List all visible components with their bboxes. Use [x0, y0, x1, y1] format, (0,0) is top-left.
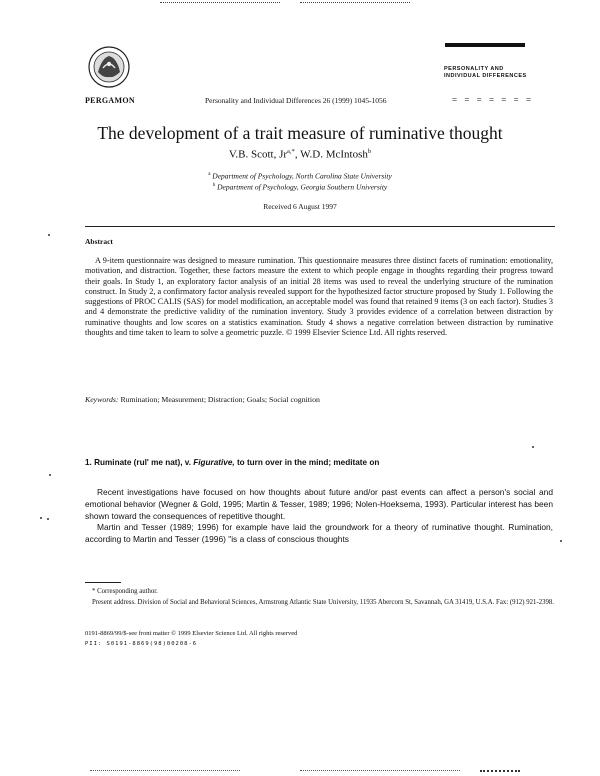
keywords-label: Keywords: [85, 395, 119, 404]
section-heading: 1. Ruminate (rul' me nat), v. Figurative, to turn over in the mind; meditate on [85, 458, 380, 467]
journal-name: PERSONALITY AND INDIVIDUAL DIFFERENCES [444, 66, 527, 79]
divider [85, 226, 555, 227]
scan-speck [532, 446, 534, 448]
journal-citation: Personality and Individual Differences 26 (1999) 1045-1056 [205, 96, 387, 105]
scan-artifact-bottom [480, 770, 520, 772]
author-marker: a,* [287, 148, 295, 155]
author-name: V.B. Scott, Jr [228, 148, 288, 161]
scan-speck [49, 474, 51, 476]
footnote-corresponding: * Corresponding author. [92, 588, 158, 595]
abstract-heading: Abstract [85, 237, 113, 246]
pii-code: PII: S0191-8869(98)00208-6 [85, 641, 198, 647]
affiliation: $^a$ Department of Psychology, North Carolina State University [208, 171, 392, 181]
article-title: The development of a trait measure of ruminative thought [97, 123, 503, 143]
author-marker: b [367, 148, 372, 155]
scan-speck [40, 517, 42, 519]
scan-artifact-bottom [300, 770, 460, 771]
affiliation: $^b$ Department of Psychology, Georgia Southern University [212, 182, 388, 192]
journal-header-rule [445, 43, 525, 47]
author-name: W.D. McIntosh [300, 148, 368, 161]
footnote-divider [85, 582, 121, 583]
keywords [85, 395, 555, 404]
footnote-address: Present address. Division of Social and Behavioral Sciences, Armstrong Atlantic State University, 11935 Abercorn St, Savannah, GA 31419, U.S.A. Fax: (912) 921-2398. [92, 599, 554, 606]
body-paragraph: Recent investigations have focused on how thoughts about future and/or past events can affect a person's social and emotional behavior (Wegner & Gold, 1995; Martin & Tesser, 1989; 1996; Nolen-Hoeksema, 1993). Particular interest has been shown toward the consequences of repetitive thought. Martin and Tesser (1989; 1996) for example have laid the groundwork for a theory of ruminative thought. Rumination, according to Martin and Tesser (1996) "is a class of conscious thoughts [85, 487, 553, 545]
publisher-name: PERGAMON [85, 96, 135, 105]
publisher-seal-icon [88, 46, 130, 88]
abstract-text: A 9-item questionnaire was designed to measure rumination. This questionnaire measures three distinct facets of rumination: emotionality, motivation, and distraction. Together, these factors measure the extent to which people engage in thoughts regarding their progress toward their goals. In Study 1, an exploratory factor analysis of an initial 28 items was used to reveal the underlying structure of the rumination construct. In Study 2, a confirmatory factor analysis revealed support for the hypothesized factor structure proposed by Study 1. Following the suggestions of PROC CALIS (SAS) for model modification, an acceptable model was found that retained 9 items (3 on each factor). Studies 3 and 4 demonstrate the predictive validity of the rumination inventory. Study 3 provides evidence of a correlation between distraction by ruminative thoughts and low scores on a statistics examination. Study 4 shows a negative correlation between distraction by ruminative thoughts and time taken to learn to solve a geometric puzzle. © 1999 Elsevier Science Ltd. All rights reserved. [85, 256, 553, 338]
received-date: Received 6 August 1997 [263, 202, 337, 211]
scan-speck [560, 540, 562, 542]
scan-artifact-bottom [90, 770, 240, 771]
scan-speck [47, 518, 49, 520]
scan-artifact-top [160, 2, 280, 4]
scan-speck [48, 234, 50, 236]
author-list: V.B. Scott, $Jr^{a,*}$, W.D. McIntosh$^b$ [228, 148, 372, 161]
copyright-line: 0191-8869/99/$-see front matter © 1999 Elsevier Science Ltd. All rights reserved [85, 630, 298, 637]
scan-artifact-top [300, 2, 410, 4]
header-marks: = = = = = = = [452, 95, 534, 105]
keywords-list: Rumination; Measurement; Distraction; Goals; Social cognition [120, 395, 320, 404]
